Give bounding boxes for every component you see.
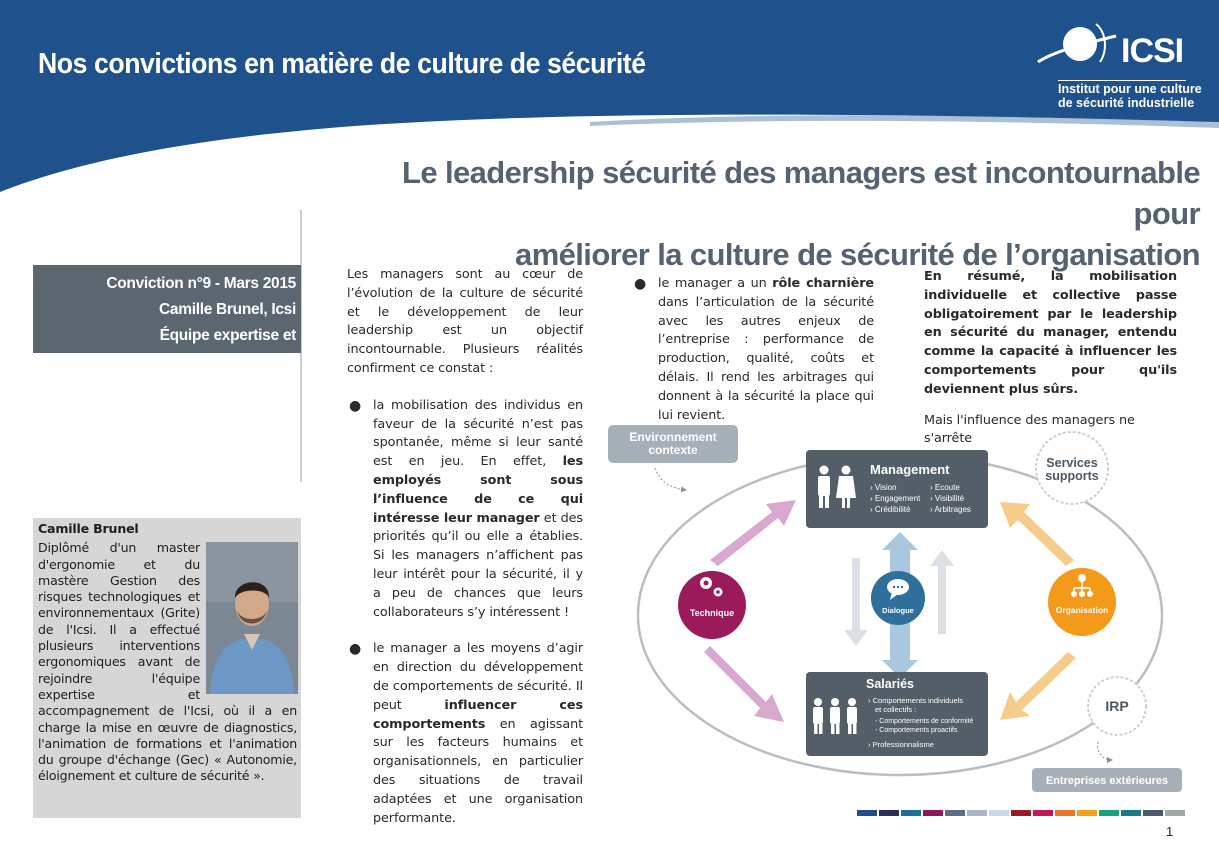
bullet-icon: ●: [349, 397, 362, 414]
salaries-subitem: - Comportements proactifs: [875, 727, 958, 734]
salaries-item: et collectifs :: [875, 705, 917, 714]
color-swatch: [1077, 810, 1097, 816]
management-item: › Engagement: [870, 494, 921, 503]
icsi-logo: [1036, 22, 1202, 112]
color-swatch: [1011, 810, 1031, 816]
bullet-item: [632, 275, 874, 425]
color-swatch: [1055, 810, 1075, 816]
logo-mark-icon: [1036, 22, 1118, 78]
color-swatch: [945, 810, 965, 816]
color-swatch: [1165, 810, 1185, 816]
headline: [340, 152, 1200, 275]
services-supports-circle: [1036, 432, 1108, 504]
logo-tagline-2: de sécurité industrielle: [1058, 96, 1195, 110]
environment-tag: [608, 425, 738, 490]
technique-circle: [678, 571, 746, 639]
logo-divider: [1058, 80, 1186, 81]
bullet-item: [347, 397, 583, 623]
management-item: › Arbitrages: [930, 505, 971, 514]
intro-paragraph: Les managers sont au cœur de l’évolution de la culture de sécurité et le développement de leur leadership est un objectif incontournable. Plusieurs réalités confirment ce constat :: [347, 267, 583, 376]
color-swatch: [1099, 810, 1119, 816]
bullet-text: et des priorités qu’il ou elle a établies. Si les managers n’affichent pas leur intérêt pour la sécurité, il y a peu de chances que leurs collaborateurs s’y intéressent !: [373, 510, 583, 620]
author-name: Camille Brunel, Icsi: [159, 301, 296, 318]
headline-line-1: Le leadership sécurité des managers est incontournable pour: [402, 155, 1200, 231]
management-item: › Visibilité: [930, 494, 965, 503]
salaries-label: Salariés: [866, 677, 914, 691]
services-label-2: supports: [1045, 469, 1099, 483]
color-swatch: [1121, 810, 1141, 816]
salaries-item: › Comportements individuels: [868, 696, 964, 705]
bio-name: Camille Brunel: [38, 521, 139, 536]
dialogue-label: Dialogue: [882, 606, 914, 615]
external-companies-tag: [1032, 768, 1182, 792]
summary-paragraph: En résumé, la mobilisation individuelle et collective passe obligatoirement par le leadership en sécurité du manager, entendu comme la capacité à influencer les comportements pour qu'ils deviennent plus sûrs.: [924, 269, 1177, 397]
bullet-icon: ●: [634, 276, 647, 292]
logo-name: ICSI: [1121, 32, 1184, 70]
page-number: 1: [1166, 824, 1174, 839]
bullet-icon: ●: [349, 641, 362, 658]
bullet-item: [347, 640, 583, 828]
color-swatch: [879, 810, 899, 816]
irp-circle: [1088, 677, 1146, 760]
color-swatch: [1143, 810, 1163, 816]
organisation-circle: [1048, 568, 1116, 636]
bullet-text: dans l’articulation de la sécurité avec les autres enjeux de l’entreprise : performance de production, qualité, coûts et délais. Il rend les arbitrages qui donnent à la sécurité la place qui lui revient.: [658, 294, 874, 423]
bullet-text: la mobilisation des individus en faveur de la sécurité n’est pas spontanée, même si leur santé est en jeu. En effet,: [373, 397, 583, 470]
management-item: › Crédibilité: [870, 505, 911, 514]
portrait-icon: [206, 542, 298, 694]
bullet-text: en agissant sur les facteurs humains et organisationnels, en particulier des situations de travail adaptées et une organisation performante.: [373, 716, 583, 826]
leadership-diagram: [600, 420, 1200, 805]
color-swatch: [989, 810, 1009, 816]
external-companies-label: Entreprises extérieures: [1045, 775, 1169, 787]
management-label: Management: [870, 462, 950, 477]
management-box: [806, 450, 988, 528]
author-bio-box: [33, 518, 301, 818]
bio-text: Diplômé d'un master d'ergonomie et du mastère Gestion des risques technologiques et environnementaux (Grite) de l'Icsi. Il a effectué plusieurs interventions ergonomiques avant de rejoindre l'équipe expertise et accompagnement de l'Icsi, où il a en charge la mise en œuvre de diagnostics, l'animation de formations et l'animation du groupe d'échange (Gec) « Autonomie, éloignement et culture de sécurité ».: [38, 540, 297, 784]
color-swatch: [923, 810, 943, 816]
bullet-text: le manager a un: [658, 276, 773, 291]
color-swatch: [1033, 810, 1053, 816]
bullet-emphasis: rôle charnière: [772, 276, 874, 291]
color-strip: [857, 810, 1187, 816]
bullet-text: le manager a les moyens d’agir en direction du développement de comportements de sécurité. Il peut: [373, 641, 583, 713]
conviction-number: Conviction n°9 - Mars 2015: [106, 275, 296, 292]
continuation-text: Mais l'influence des managers ne s'arrête: [924, 412, 1135, 447]
salaries-item: › Professionnalisme: [868, 740, 934, 749]
dialogue-circle: [871, 571, 925, 625]
management-item: › Ecoute: [930, 483, 960, 492]
text-column-1: [347, 266, 583, 828]
environment-label-1: Environnement: [629, 430, 717, 444]
organisation-label: Organisation: [1055, 605, 1109, 615]
text-column-2: [632, 275, 874, 425]
environment-label-2: contexte: [648, 443, 698, 457]
color-swatch: [857, 810, 877, 816]
salaries-subitem: - Comportements de conformité: [875, 718, 974, 725]
bullet-emphasis: influencer ces comportements: [373, 697, 583, 732]
technique-label: Technique: [689, 608, 735, 618]
color-swatch: [967, 810, 987, 816]
headline-line-2: améliorer la culture de sécurité de l’organisation: [515, 237, 1200, 272]
irp-label: IRP: [1105, 698, 1129, 714]
color-swatch: [901, 810, 921, 816]
team-name: Équipe expertise et accompagnement: [159, 327, 296, 370]
bullet-emphasis: les employés sont sous l’influence de ce qui intéresse leur manager: [373, 454, 583, 526]
conviction-meta-box: [33, 265, 301, 370]
management-item: › Vision: [870, 483, 897, 492]
author-photo: [206, 542, 298, 694]
page-title: Nos convictions en matière de culture de sécurité: [38, 48, 646, 80]
logo-tagline-1: Institut pour une culture: [1058, 82, 1202, 96]
salaries-box: [806, 672, 988, 756]
services-label-1: Services: [1046, 456, 1098, 470]
